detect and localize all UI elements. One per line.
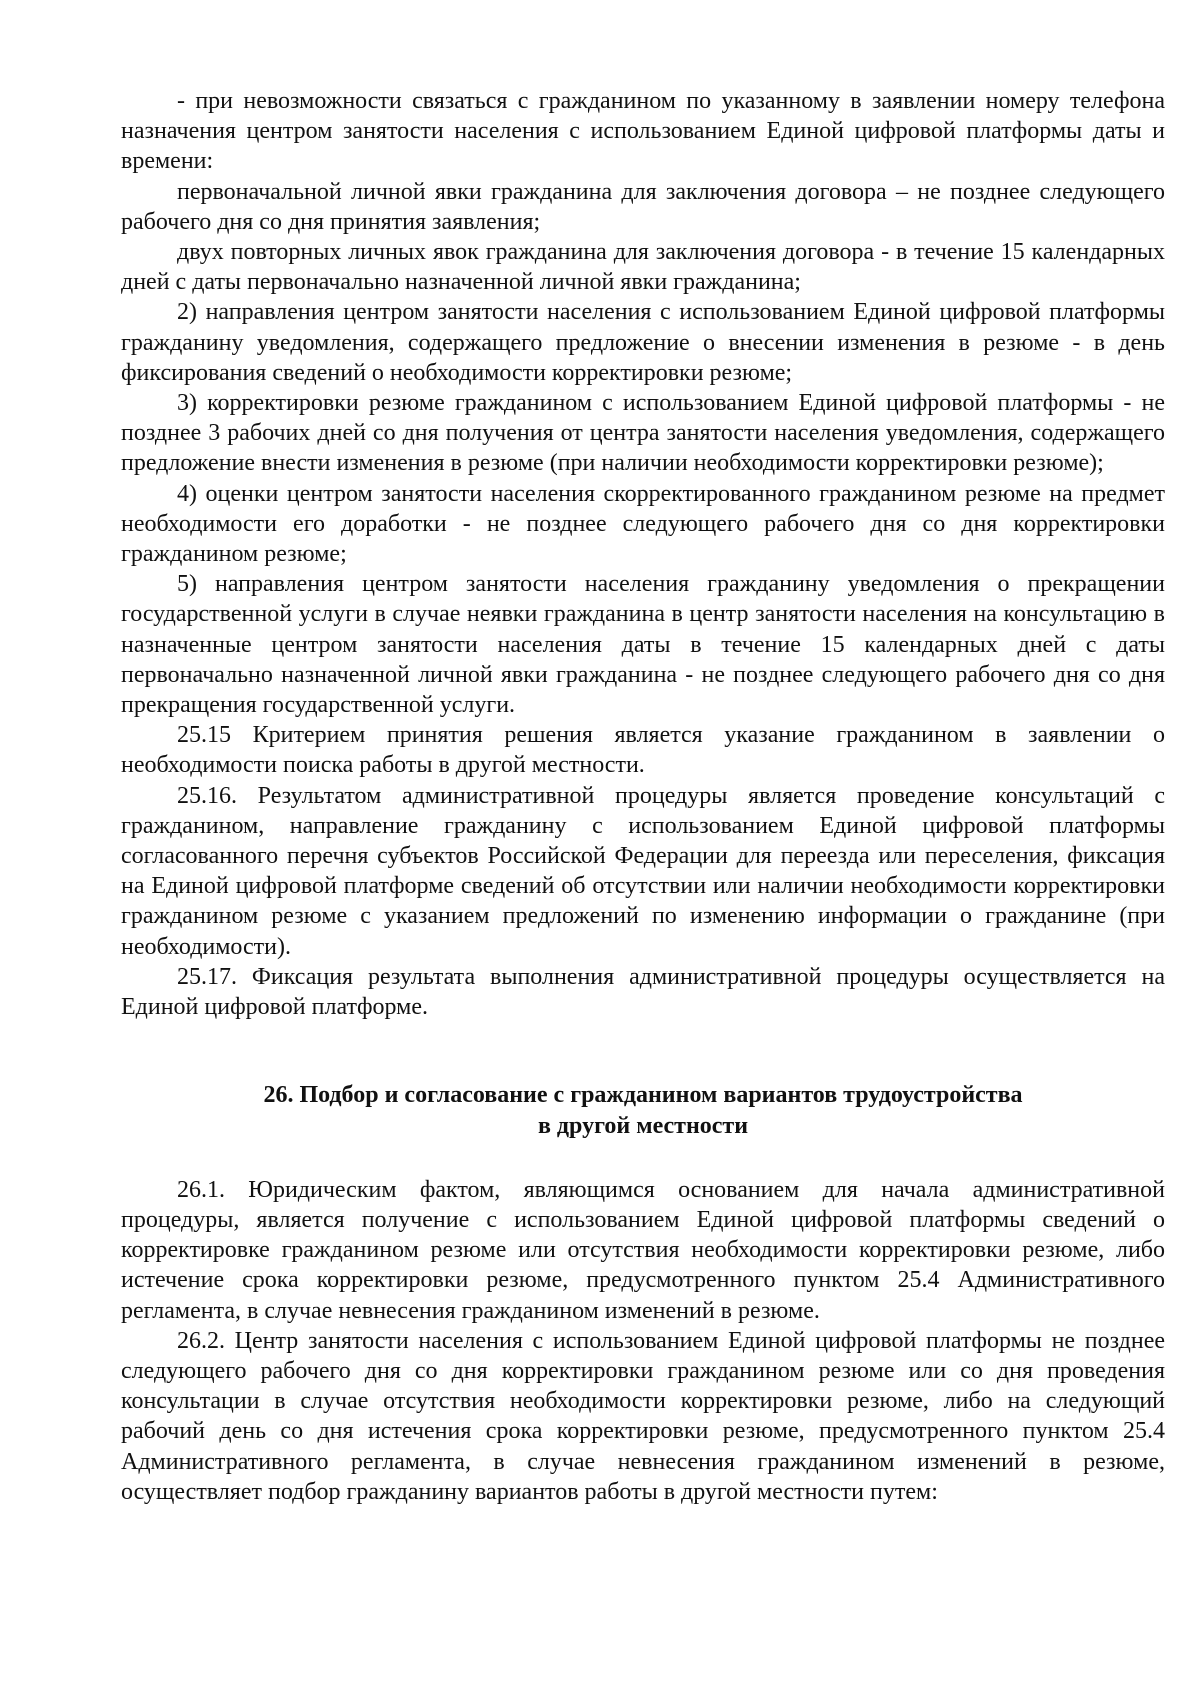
section-heading-line-2: в другой местности <box>537 1112 749 1139</box>
paragraph-contact-failure: - при невозможности связаться с гражданином по указанному в заявлении номеру телефона назначения центром занятости населения с использованием Единой цифровой платформы даты и времени: <box>121 88 1165 175</box>
section-heading <box>121 1080 1165 1140</box>
paragraph-item-3: 3) корректировки резюме гражданином с использованием Единой цифровой платформы - не позднее 3 рабочих дней со дня получения от центра занятости населения уведомления, содержащего предложение внести изменения в резюме (при наличии необходимости корректировки резюме); <box>121 390 1165 477</box>
paragraph-first-visit: первоначальной личной явки гражданина для заключения договора – не позднее следующего рабочего дня со дня принятия заявления; <box>121 178 1165 235</box>
paragraph-repeat-visits: двух повторных личных явок гражданина для заключения договора - в течение 15 календарных дней с даты первоначально назначенной личной явки гражданина; <box>121 239 1165 296</box>
paragraph-item-2: 2) направления центром занятости населения с использованием Единой цифровой платформы гражданину уведомления, содержащего предложение о внесении изменения в резюме - в день фиксирования сведений о необходимости корректировки резюме; <box>121 299 1165 386</box>
section-heading-line-1: 26. Подбор и согласование с гражданином вариантов трудоустройства <box>263 1082 1023 1109</box>
paragraph-25-15: 25.15 Критерием принятия решения является указание гражданином в заявлении о необходимости поиска работы в другой местности. <box>121 722 1165 779</box>
paragraph-item-4: 4) оценки центром занятости населения скорректированного гражданином резюме на предмет необходимости его доработки - не позднее следующего рабочего дня со дня корректировки гражданином резюме; <box>121 480 1165 568</box>
paragraph-item-5: 5) направления центром занятости населения гражданину уведомления о прекращении государственной услуги в случае неявки гражданина в центр занятости населения на консультацию в назначенные центром занятости населения даты в течение 15 календарных дней с даты первоначально назначенной личной явки гражданина - не позднее следующего рабочего дня со дня прекращения государственной услуги. <box>121 571 1165 719</box>
document-page <box>121 86 1165 1507</box>
paragraph-25-16: 25.16. Результатом административной процедуры является проведение консультаций с гражданином, направление гражданину с использованием Единой цифровой платформы согласованного перечня субъектов Российской Федерации для переезда или переселения, фиксация на Единой цифровой платформе сведений об отсутствии или наличии необходимости корректировки гражданином резюме с указанием предложений по изменению информации о гражданине (при необходимости). <box>121 782 1165 960</box>
paragraph-26-2: 26.2. Центр занятости населения с использованием Единой цифровой платформы не позднее следующего рабочего дня со дня корректировки гражданином резюме или со дня проведения консультации в случае отсутствия необходимости корректировки резюме, либо на следующий рабочий день со дня истечения срока корректировки резюме, предусмотренного пунктом 25.4 Административного регламента, в случае невнесения гражданином изменений в резюме, осуществляет подбор гражданину вариантов работы в другой местности путем: <box>121 1327 1165 1505</box>
paragraph-26-1: 26.1. Юридическим фактом, являющимся основанием для начала административной процедуры, является получение с использованием Единой цифровой платформы сведений о корректировке гражданином резюме или отсутствия необходимости корректировки резюме, либо истечение срока корректировки резюме, предусмотренного пунктом 25.4 Административного регламента, в случае невнесения гражданином изменений в резюме. <box>121 1176 1165 1324</box>
paragraph-25-17: 25.17. Фиксация результата выполнения административной процедуры осуществляется на Единой цифровой платформе. <box>121 963 1165 1021</box>
